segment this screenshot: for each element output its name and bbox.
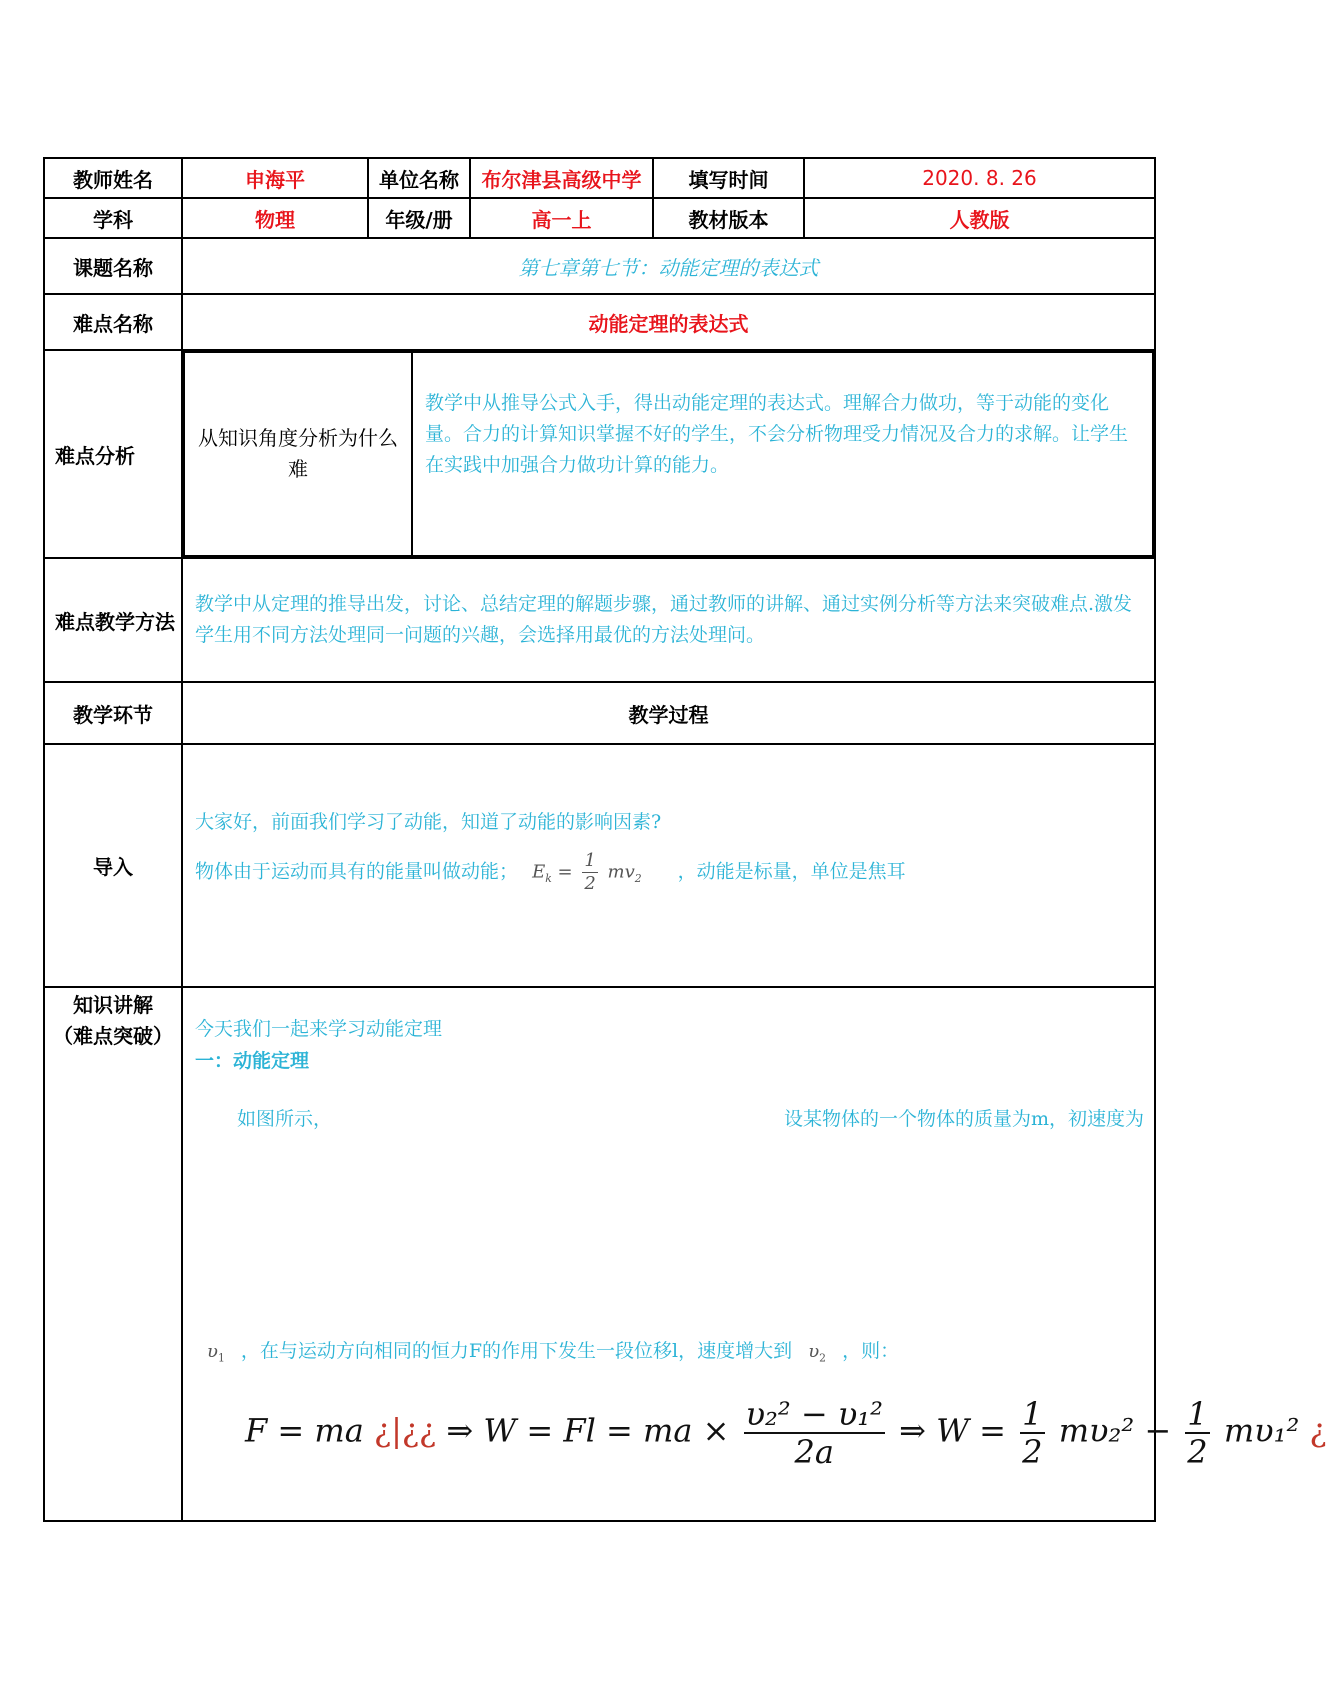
method-text: 教学中从定理的推导出发，讨论、总结定理的解题步骤，通过教师的讲解、通过实例分析等方法来突破难点.激发学生用不同方法处理同一问题的兴趣，会选择用最优的方法处理问。 [182,558,1155,682]
fill-date-value: 2020. 8. 26 [804,158,1155,198]
process-value: 教学过程 [182,682,1155,744]
knowledge-label [44,987,182,1521]
subject-value: 物理 [182,198,368,238]
formula-part-3: ⇒ W = [899,1411,1006,1450]
process-row [44,682,1155,744]
knowledge-content [182,987,1327,1521]
knowledge-heading: 一：动能定理 [195,1050,310,1072]
analysis-text: 教学中从推导公式入手，得出动能定理的表达式。理解合力做功，等于动能的变化量。合力的计算知识掌握不好的学生，不会分析物理受力情况及合力的求解。让学生在实践中加强合力做功计算的能力。 [412,352,1153,556]
unit-name-label: 单位名称 [368,158,470,198]
v2-symbol: $\upsilon_2$ [808,1341,827,1365]
knowledge-line-1: 今天我们一起来学习动能定理 [195,1018,443,1040]
velocity-sentence [207,1336,899,1374]
ek-subscript: k [545,871,552,885]
formula-garbled-2: ¿ [1309,1411,1327,1450]
method-label: 难点教学方法 [44,558,182,682]
knowledge-label-line-2: （难点突破） [53,1024,173,1048]
v1-symbol: $\upsilon_1$ [207,1341,225,1365]
ek-symbol: E [532,861,546,882]
analysis-sub-label: 从知识角度分析为什么难 [184,352,412,556]
subject-label: 学科 [44,198,182,238]
kinetic-energy-formula: $E_k$ = $\frac{1}{2}$ $mv_2$ [532,849,642,894]
formula-garbled-1: ¿|¿¿ [373,1411,437,1450]
unit-name-value: 布尔津县高级中学 [470,158,653,198]
teacher-name-value: 申海平 [182,158,368,198]
figure-intro-left: 如图所示， [237,1108,333,1130]
figure-intro-right: 设某物体的一个物体的质量为m，初速度为 [783,1108,1144,1130]
velocity-sentence-end: ，则： [842,1340,900,1362]
lesson-plan-table [43,157,1327,1522]
work-energy-derivation [245,1396,1327,1470]
fill-date-label: 填写时间 [653,158,804,198]
intro-row [44,744,1155,987]
formula-term-1: mυ₂² − [1058,1411,1172,1450]
half-fraction: $\frac{1}{2}$ [584,849,596,894]
mv-term: mv [607,861,635,882]
grade-value: 高一上 [470,198,653,238]
analysis-row [44,350,1155,558]
difficulty-row [44,294,1155,350]
difficulty-value: 动能定理的表达式 [182,294,1155,350]
difficulty-label: 难点名称 [44,294,182,350]
textbook-label: 教材版本 [653,198,804,238]
intro-line-1: 大家好，前面我们学习了动能，知道了动能的影响因素? [195,810,662,833]
knowledge-label-line-1: 知识讲解 [73,993,153,1017]
topic-label: 课题名称 [44,238,182,294]
formula-part-1: F = ma [245,1411,364,1450]
formula-fraction-velocity: $\frac{\text{υ₂² − υ₁²}}{2a}$ [745,1395,883,1471]
teacher-name-label: 教师姓名 [44,158,182,198]
header-row-1 [44,158,1155,198]
formula-part-2: ⇒ W = Fl = ma × [446,1411,730,1450]
textbook-value: 人教版 [804,198,1155,238]
header-row-2 [44,198,1155,238]
intro-line-2-before: 物体由于运动而具有的能量叫做动能； [195,860,519,882]
grade-label: 年级/册 [368,198,470,238]
knowledge-row [44,987,1155,1521]
formula-fraction-half-1: $\frac{1}{2}$ [1022,1395,1043,1471]
velocity-sentence-middle: ，在与运动方向相同的恒力F的作用下发生一段位移l，速度增大到 [240,1340,793,1362]
process-label: 教学环节 [44,682,182,744]
method-row [44,558,1155,682]
intro-line-2 [195,850,1142,895]
intro-label: 导入 [44,744,182,987]
analysis-label: 难点分析 [44,350,182,558]
formula-term-2: mυ₁² [1223,1411,1300,1450]
intro-content [182,744,1155,987]
intro-line-2-after: ，动能是标量，单位是焦耳 [677,860,906,882]
topic-value: 第七章第七节：动能定理的表达式 [182,238,1155,294]
topic-row [44,238,1155,294]
formula-fraction-half-2: $\frac{1}{2}$ [1187,1395,1208,1471]
analysis-inner [183,351,1154,557]
analysis-content [182,350,1155,558]
